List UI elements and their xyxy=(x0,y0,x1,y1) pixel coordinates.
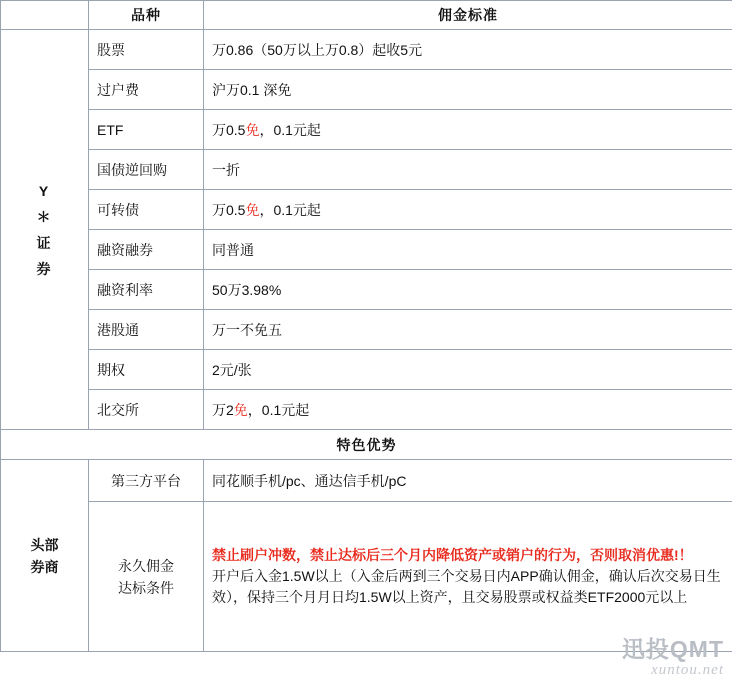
table-row xyxy=(1,310,732,350)
row-value: 沪万0.1 深免 xyxy=(204,70,732,110)
table-row xyxy=(1,270,732,310)
row-item-label: 融资利率 xyxy=(89,270,204,310)
row-value xyxy=(204,190,732,230)
platform-value: 同花顺手机/pc、通达信手机/pC xyxy=(204,460,732,502)
table-row xyxy=(1,150,732,190)
row-item-label: 过户费 xyxy=(89,70,204,110)
table-row xyxy=(1,70,732,110)
broker-name-char-1: Y xyxy=(38,182,51,199)
row-value: 万一不免五 xyxy=(204,310,732,350)
condition-label xyxy=(89,502,204,652)
row-value-highlight: 免 xyxy=(245,121,260,138)
row-value-main: 万0.5 xyxy=(212,201,246,218)
header-value-col: 佣金标准 xyxy=(204,1,732,30)
broker-name-cell xyxy=(1,30,89,430)
row-value-main: 万0.5 xyxy=(212,121,246,138)
table-row xyxy=(1,110,732,150)
table-row xyxy=(1,30,732,70)
row-value xyxy=(204,110,732,150)
table-row xyxy=(1,190,732,230)
row-item-label: 可转债 xyxy=(89,190,204,230)
condition-label-line1: 永久佣金 xyxy=(118,557,174,574)
row-item-label: 港股通 xyxy=(89,310,204,350)
watermark-main: 迅投QMT xyxy=(621,636,724,662)
condition-warning: 禁止刷户冲数，禁止达标后三个月内降低资产或销户的行为，否则取消优惠!！ xyxy=(212,547,693,563)
header-corner-cell xyxy=(1,1,89,30)
broker-name-char-3: 证 xyxy=(36,234,53,251)
header-item-col: 品种 xyxy=(89,1,204,30)
table-row xyxy=(1,460,732,502)
row-value-main: 万2 xyxy=(212,401,234,418)
row-item-label: 期权 xyxy=(89,350,204,390)
row-value: 万0.86（50万以上万0.8）起收5元 xyxy=(204,30,732,70)
section-header-row xyxy=(1,430,732,460)
row-item-label: ETF xyxy=(89,110,204,150)
row-value-tail: ，0.1元起 xyxy=(259,201,321,218)
condition-body xyxy=(204,502,732,652)
section-title: 特色优势 xyxy=(1,430,732,460)
bottom-broker-text-line1: 头部 xyxy=(30,536,59,553)
table-row xyxy=(1,350,732,390)
watermark-sub: xuntou.net xyxy=(651,662,724,678)
row-item-label: 国债逆回购 xyxy=(89,150,204,190)
condition-text: 开户后入金1.5W以上（入金后两到三个交易日内APP确认佣金，确认后次交易日生效），保持三个月月日均1.5W以上资产，且交易股票或权益类ETF2000元以上 xyxy=(212,568,721,605)
row-value: 50万3.98% xyxy=(204,270,732,310)
broker-name-char-2: ＊ xyxy=(36,208,53,225)
row-value: 2元/张 xyxy=(204,350,732,390)
platform-label: 第三方平台 xyxy=(89,460,204,502)
row-value xyxy=(204,390,732,430)
row-value-tail: ，0.1元起 xyxy=(247,401,310,418)
table-header-row xyxy=(1,1,732,30)
row-item-label: 融资融券 xyxy=(89,230,204,270)
row-value-tail: ，0.1元起 xyxy=(259,121,321,138)
row-value-highlight: 免 xyxy=(233,401,248,418)
table-row xyxy=(1,230,732,270)
bottom-broker-label xyxy=(1,460,89,652)
table-row xyxy=(1,390,732,430)
bottom-broker-text-line2: 券商 xyxy=(30,558,59,575)
condition-label-line2: 达标条件 xyxy=(118,579,174,596)
row-value: 一折 xyxy=(204,150,732,190)
table-row xyxy=(1,502,732,652)
row-item-label: 北交所 xyxy=(89,390,204,430)
row-item-label: 股票 xyxy=(89,30,204,70)
row-value: 同普通 xyxy=(204,230,732,270)
broker-name-char-4: 券 xyxy=(36,260,53,277)
row-value-highlight: 免 xyxy=(245,201,260,218)
